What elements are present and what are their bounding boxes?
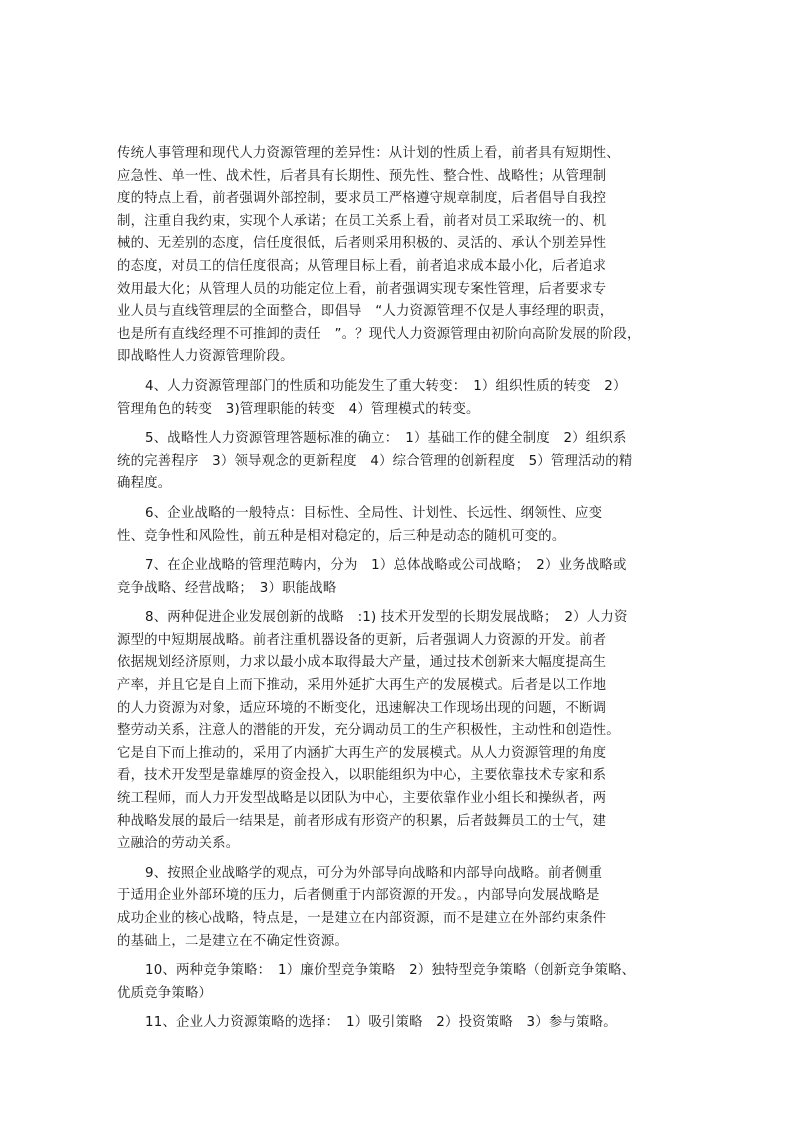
- text-line: 它是自下而上推动的，采用了内涵扩大再生产的发展模式。从人力资源管理的角度: [117, 745, 607, 761]
- paragraph: [117, 143, 677, 369]
- text-line: 种战略发展的最后一结果是，前者形成有形资产的积累，后者鼓舞员工的士气，建: [117, 813, 607, 829]
- paragraph: [117, 376, 677, 421]
- text-line: 管理角色的转变 3)管理职能的转变 4）管理模式的转变。: [117, 401, 480, 417]
- text-line: 8、两种促进企业发展创新的战略 :1) 技术开发型的长期发展战略； 2）人力资: [145, 610, 628, 626]
- text-line: 10、两种竞争策略： 1）廉价型竞争策略 2）独特型竞争策略（创新竞争策略、: [145, 963, 636, 979]
- text-line: 11、企业人力资源策略的选择： 1）吸引策略 2）投资策略 3）参与策略。: [145, 1015, 617, 1031]
- text-line: 传统人事管理和现代人力资源管理的差异性：从计划的性质上看，前者具有短期性、: [117, 146, 620, 161]
- text-line: 也是所有直线经理不可推卸的责任 ”。？现代人力资源管理由初阶向高阶发展的阶段，: [117, 326, 641, 342]
- text-line: 的人力资源为对象，适应环境的不断变化，迅速解决工作现场出现的问题，不断调: [117, 700, 607, 716]
- text-line: 度的特点上看，前者强调外部控制，要求员工严格遵守规章制度，后者倡导自我控: [117, 191, 607, 207]
- paragraph: [117, 1012, 677, 1035]
- paragraph-gap: [117, 369, 677, 376]
- text-line: 9、按照企业战略学的观点，可分为外部导向战略和内部导向战略。前者侧重: [145, 865, 603, 881]
- paragraph-gap: [117, 496, 677, 503]
- text-line: 4、人力资源管理部门的性质和功能发生了重大转变： 1）组织性质的转变 2）: [145, 378, 627, 394]
- text-line: 确程度。: [117, 476, 172, 492]
- text-line: 械的、无差别的态度，信任度很低，后者则采用积极的、灵活的、承认个别差异性: [117, 236, 607, 252]
- paragraph-gap: [117, 1005, 677, 1012]
- text-line: 依据规划经济原则，力求以最小成本取得最大产量，通过技术创新来大幅度提高生: [117, 655, 607, 671]
- text-line: 立融洽的劳动关系。: [117, 836, 240, 852]
- text-line: 6、企业战略的一般特点：目标性、全局性、计划性、长远性、纲领性、应变: [145, 505, 603, 521]
- document-body: [117, 143, 677, 1035]
- text-line: 应急性、单一性、战术性，后者具有长期性、预先性、整合性、战略性；从管理制: [117, 168, 607, 184]
- text-line: 竞争战略、经营战略； 3）职能战略: [117, 580, 337, 596]
- text-line: 优质竞争策略）: [117, 985, 213, 1001]
- paragraph: [117, 428, 677, 496]
- text-line: 的基础上，二是建立在不确定性资源。: [117, 933, 349, 949]
- paragraph-gap: [117, 953, 677, 960]
- paragraph-gap: [117, 421, 677, 428]
- paragraph: [117, 607, 677, 856]
- text-line: 5、战略性人力资源管理答题标准的确立： 1）基础工作的健全制度 2）组织系: [145, 431, 627, 447]
- text-line: 看，技术开发型是靠雄厚的资金投入，以职能组织为中心，主要依靠技术专家和系: [117, 768, 607, 784]
- paragraph: [117, 503, 677, 548]
- text-line: 的态度，对员工的信任度很高；从管理目标上看，前者追求成本最小化，后者追求: [117, 258, 607, 274]
- text-line: 统工程师，而人力开发型战略是以团队为中心，主要依靠作业小组长和操纵者，两: [117, 791, 607, 807]
- text-line: 于适用企业外部环境的压力，后者侧重于内部资源的开发。，内部导向发展战略是: [117, 888, 600, 904]
- text-line: 整劳动关系，注意人的潜能的开发，充分调动员工的生产积极性，主动性和创造性。: [117, 723, 620, 739]
- text-line: 即战略性人力资源管理阶段。: [117, 349, 294, 365]
- paragraph-gap: [117, 548, 677, 555]
- paragraph: [117, 960, 677, 1005]
- text-line: 效用最大化；从管理人员的功能定位上看，前者强调实现专案性管理，后者要求专: [117, 281, 607, 297]
- text-line: 产率，并且它是自上而下推动，采用外延扩大再生产的发展模式。后者是以工作地: [117, 678, 607, 694]
- paragraph: [117, 863, 677, 953]
- text-line: 统的完善程序 3）领导观念的更新程度 4）综合管理的创新程度 5）管理活动的精: [117, 453, 633, 469]
- paragraph-gap: [117, 600, 677, 607]
- paragraph: [117, 555, 677, 600]
- text-line: 成功企业的核心战略，特点是，一是建立在内部资源，而不是建立在外部约束条件: [117, 911, 607, 926]
- text-line: 业人员与直线管理层的全面整合，即倡导 “人力资源管理不仅是人事经理的职责，: [117, 304, 614, 320]
- text-line: 7、在企业战略的管理范畴内，分为 1）总体战略或公司战略； 2）业务战略或: [145, 558, 627, 574]
- text-line: 制，注重自我约束，实现个人承诺；在员工关系上看，前者对员工采取统一的、机: [117, 213, 607, 229]
- text-line: 源型的中短期展战略。前者注重机器设备的更新，后者强调人力资源的开发。前者: [117, 632, 607, 648]
- text-line: 性、竞争性和风险性，前五种是相对稳定的，后三种是动态的随机可变的。: [117, 528, 566, 544]
- paragraph-gap: [117, 856, 677, 863]
